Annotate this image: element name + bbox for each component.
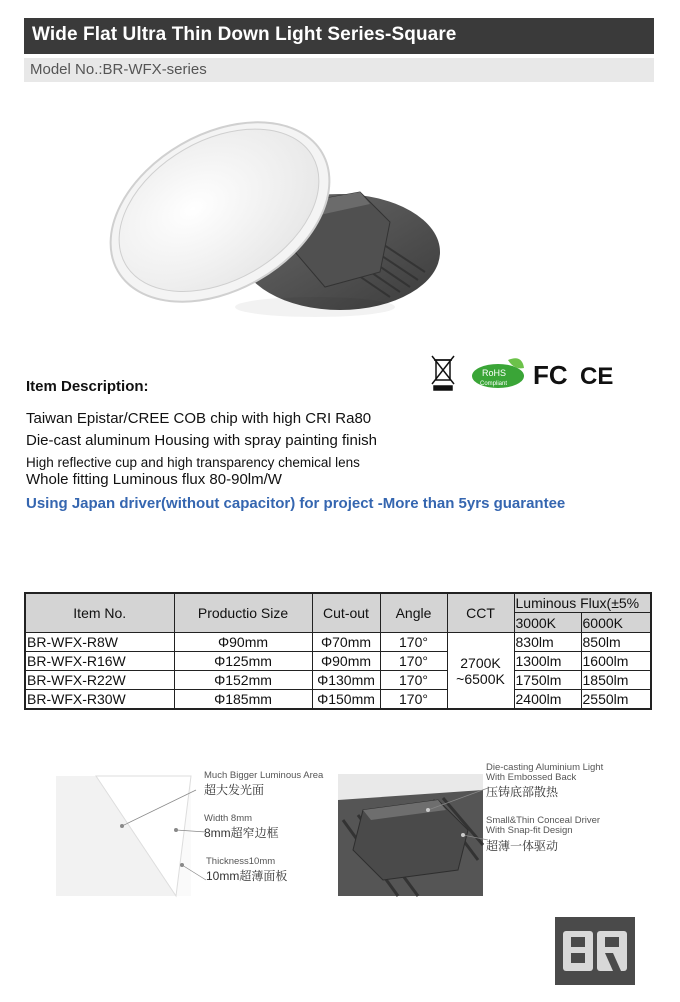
weee-bin-icon [432,356,454,390]
feature-label-cn: 超薄一体驱动 [486,839,559,853]
rohs-text: RoHS [482,368,507,378]
header-flux: Luminous Flux(±5% [514,593,651,613]
header-size: Productio Size [174,593,312,633]
description-line: Taiwan Epistar/CREE COB chip with high CRI Ra80 [26,410,372,427]
header-item: Item No. [25,593,174,633]
cell-angle: 170° [380,652,447,671]
description-line: Whole fitting Luminous flux 80-90lm/W [26,471,282,488]
header-flux-6000: 6000K [581,613,651,633]
header-cutout: Cut-out [312,593,380,633]
feature-label: With Embossed Back [486,772,577,783]
title-bar [24,18,654,54]
cell-flux-3000: 1300lm [514,652,581,671]
cell-flux-3000: 1750lm [514,671,581,690]
cct-line-2: ~6500K [456,670,505,687]
cell-item: BR-WFX-R30W [25,690,174,710]
cell-size: Φ90mm [174,633,312,652]
feature-label-cn: 10mm超薄面板 [206,869,288,883]
cell-flux-3000: 830lm [514,633,581,652]
description-highlight: Using Japan driver(without capacitor) for project -More than 5yrs guarantee [26,495,566,512]
feature-label-cn: 8mm超窄边框 [204,826,279,840]
fcc-icon: FC [533,360,568,390]
cell-angle: 170° [380,690,447,710]
product-image [90,112,450,332]
cell-flux-6000: 1600lm [581,652,651,671]
cell-cct [447,633,514,710]
cell-angle: 170° [380,633,447,652]
cell-angle: 170° [380,671,447,690]
cell-size: Φ125mm [174,652,312,671]
housing-back-image [338,770,628,900]
cell-cutout: Φ130mm [312,671,380,690]
cell-flux-3000: 2400lm [514,690,581,710]
model-bar [24,58,654,82]
feature-label-cn: 超大发光面 [204,783,265,797]
feature-label: Small&Thin Conceal Driver [486,815,601,826]
header-flux-3000: 3000K [514,613,581,633]
cell-flux-6000: 1850lm [581,671,651,690]
cell-cutout: Φ150mm [312,690,380,710]
spec-table [24,592,652,710]
feature-label-cn: 压铸底部散热 [486,785,559,799]
header-angle: Angle [380,593,447,633]
feature-label: Much Bigger Luminous Area [204,770,324,781]
cell-flux-6000: 850lm [581,633,651,652]
feature-label: Width 8mm [204,813,253,824]
description-line: High reflective cup and high transparency chemical lens [26,455,360,470]
cell-item: BR-WFX-R8W [25,633,174,652]
cell-item: BR-WFX-R16W [25,652,174,671]
feature-label: Die-casting Aluminium Light [486,762,604,773]
cell-size: Φ152mm [174,671,312,690]
feature-panel-right [338,762,628,900]
cell-item: BR-WFX-R22W [25,671,174,690]
feature-label: With Snap-fit Design [486,825,573,836]
certification-row [430,352,630,394]
model-number: Model No.:BR-WFX-series [30,61,207,78]
cell-size: Φ185mm [174,690,312,710]
brand-logo [555,917,635,985]
cct-line-1: 2700K [460,654,501,671]
rohs-sub-text: Compliant [480,381,508,387]
cell-cutout: Φ90mm [312,652,380,671]
cell-flux-6000: 2550lm [581,690,651,710]
feature-panel-left [56,770,326,900]
page-title: Wide Flat Ultra Thin Down Light Series-Square [32,24,457,45]
cell-cutout: Φ70mm [312,633,380,652]
feature-label: Thickness10mm [206,856,276,867]
description-heading: Item Description: [26,378,149,395]
description-line: Die-cast aluminum Housing with spray painting finish [26,432,377,449]
ce-icon: CE [580,363,614,390]
header-cct: CCT [447,593,514,633]
